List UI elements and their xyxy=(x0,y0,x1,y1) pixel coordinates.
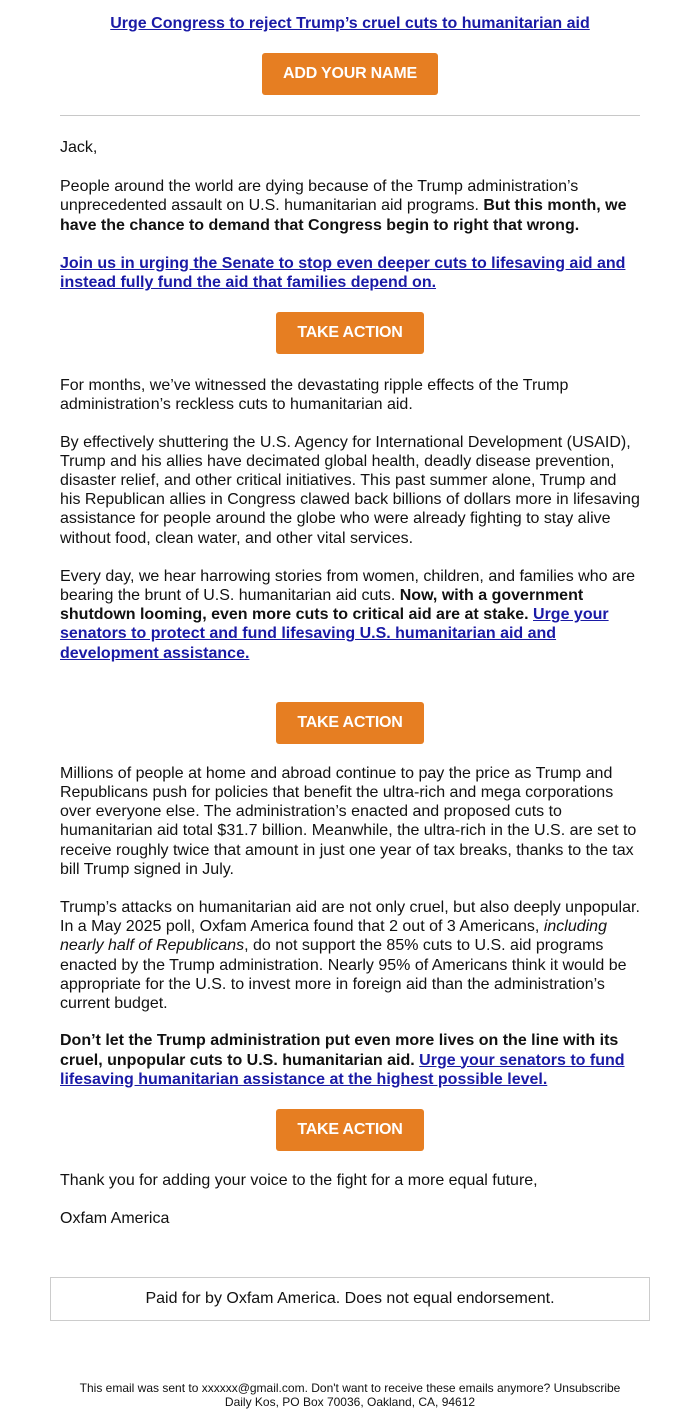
signature: Oxfam America xyxy=(60,1210,170,1228)
footer xyxy=(0,1381,700,1409)
shutdown-bold-text: Now, with a government shutdown looming, even more cuts to critical aid are at stake. xyxy=(60,587,584,624)
protect-fund-link[interactable]: Urge your senators to protect and fund lifesaving U.S. humanitarian aid and development assistance. xyxy=(60,606,609,662)
footer-address: Daily Kos, PO Box 70036, Oakland, CA, 94612 xyxy=(224,1395,476,1409)
headline xyxy=(60,0,640,34)
unsubscribe-link[interactable]: Unsubscribe xyxy=(553,1381,621,1396)
months-paragraph: For months, we’ve witnessed the devastating ripple effects of the Trump administration’s reckless cuts to humanitarian aid. xyxy=(60,377,569,414)
poll-text-a: Trump’s attacks on humanitarian aid are not only cruel, but also deeply unpopular. In a May 2025 poll, Oxfam America found that 2 out of 3 Americans, xyxy=(60,899,640,936)
headline-link[interactable]: Urge Congress to reject Trump’s cruel cuts to humanitarian aid xyxy=(110,15,590,32)
shutdown-text: Every day, we hear harrowing stories from women, children, and families who are bearing the brunt of U.S. humanitarian aid cuts. xyxy=(60,567,636,605)
dont-let-paragraph xyxy=(60,1031,640,1089)
dont-let-bold-text: Don’t let the Trump administration put even more lives on the line with its cruel, unpopular cuts to U.S. humanitarian aid. xyxy=(60,1032,619,1069)
add-your-name-button[interactable]: ADD YOUR NAME xyxy=(262,53,438,95)
poll-italic-text: including nearly half of Republicans xyxy=(60,918,607,955)
join-senate-link[interactable]: Join us in urging the Senate to stop even deeper cuts to lifesaving aid and instead fully fund the aid that families depend on. xyxy=(60,254,626,292)
email-body xyxy=(60,0,640,1228)
take-action-row-2 xyxy=(60,702,640,744)
take-action-button-2[interactable]: TAKE ACTION xyxy=(276,702,424,744)
intro-paragraph xyxy=(60,177,640,235)
footer-line-1 xyxy=(0,1381,700,1395)
urge-senators-fund-link[interactable]: Urge your senators to fund lifesaving humanitarian assistance at the highest possible level. xyxy=(60,1051,625,1088)
poll-text-b: , do not support the 85% cuts to U.S. aid programs enacted by the Trump administration. Nearly 95% of Americans think it would be appropriate for the U.S. to invest more in foreign aid than the administration’s current budget. xyxy=(60,937,627,1013)
join-paragraph xyxy=(60,254,640,292)
take-action-button-3[interactable]: TAKE ACTION xyxy=(276,1109,424,1151)
intro-bold-text: But this month, we have the chance to demand that Congress begin to right that wrong. xyxy=(60,197,627,234)
divider xyxy=(60,115,640,116)
usaid-paragraph: By effectively shuttering the U.S. Agency for International Development (USAID), Trump and his allies have decimated global health, deadly disease prevention, disaster relief, and other critical initiatives. This past summer alone, Trump and his Republican allies in Congress clawed back billions of dollars more in lifesaving assistance for people around the globe who were already fighting to stay alive without food, clean water, and other vital services. xyxy=(60,433,640,547)
take-action-button-1[interactable]: TAKE ACTION xyxy=(276,312,424,354)
greeting: Jack, xyxy=(60,139,98,156)
add-name-row xyxy=(60,34,640,95)
sent-to-text: This email was sent to xxxxxx@gmail.com. Don't want to receive these emails anymore? xyxy=(79,1381,554,1396)
poll-paragraph xyxy=(60,898,640,1013)
intro-text: People around the world are dying because of the Trump administration’s unprecedented assault on U.S. humanitarian aid programs. xyxy=(60,178,579,215)
take-action-row-1 xyxy=(60,312,640,354)
paid-for-disclaimer: Paid for by Oxfam America. Does not equal endorsement. xyxy=(50,1277,650,1321)
shutdown-paragraph xyxy=(60,567,640,663)
take-action-row-3 xyxy=(60,1109,640,1151)
millions-paragraph: Millions of people at home and abroad continue to pay the price as Trump and Republicans push for policies that benefit the ultra-rich and mega corporations over everyone else. The administration’s enacted and proposed cuts to humanitarian aid total $31.7 billion. Meanwhile, the ultra-rich in the U.S. are set to receive roughly twice that amount in just one year of tax breaks, thanks to the tax bill Trump signed in July. xyxy=(60,764,637,878)
closing-line: Thank you for adding your voice to the fight for a more equal future, xyxy=(60,1171,538,1189)
